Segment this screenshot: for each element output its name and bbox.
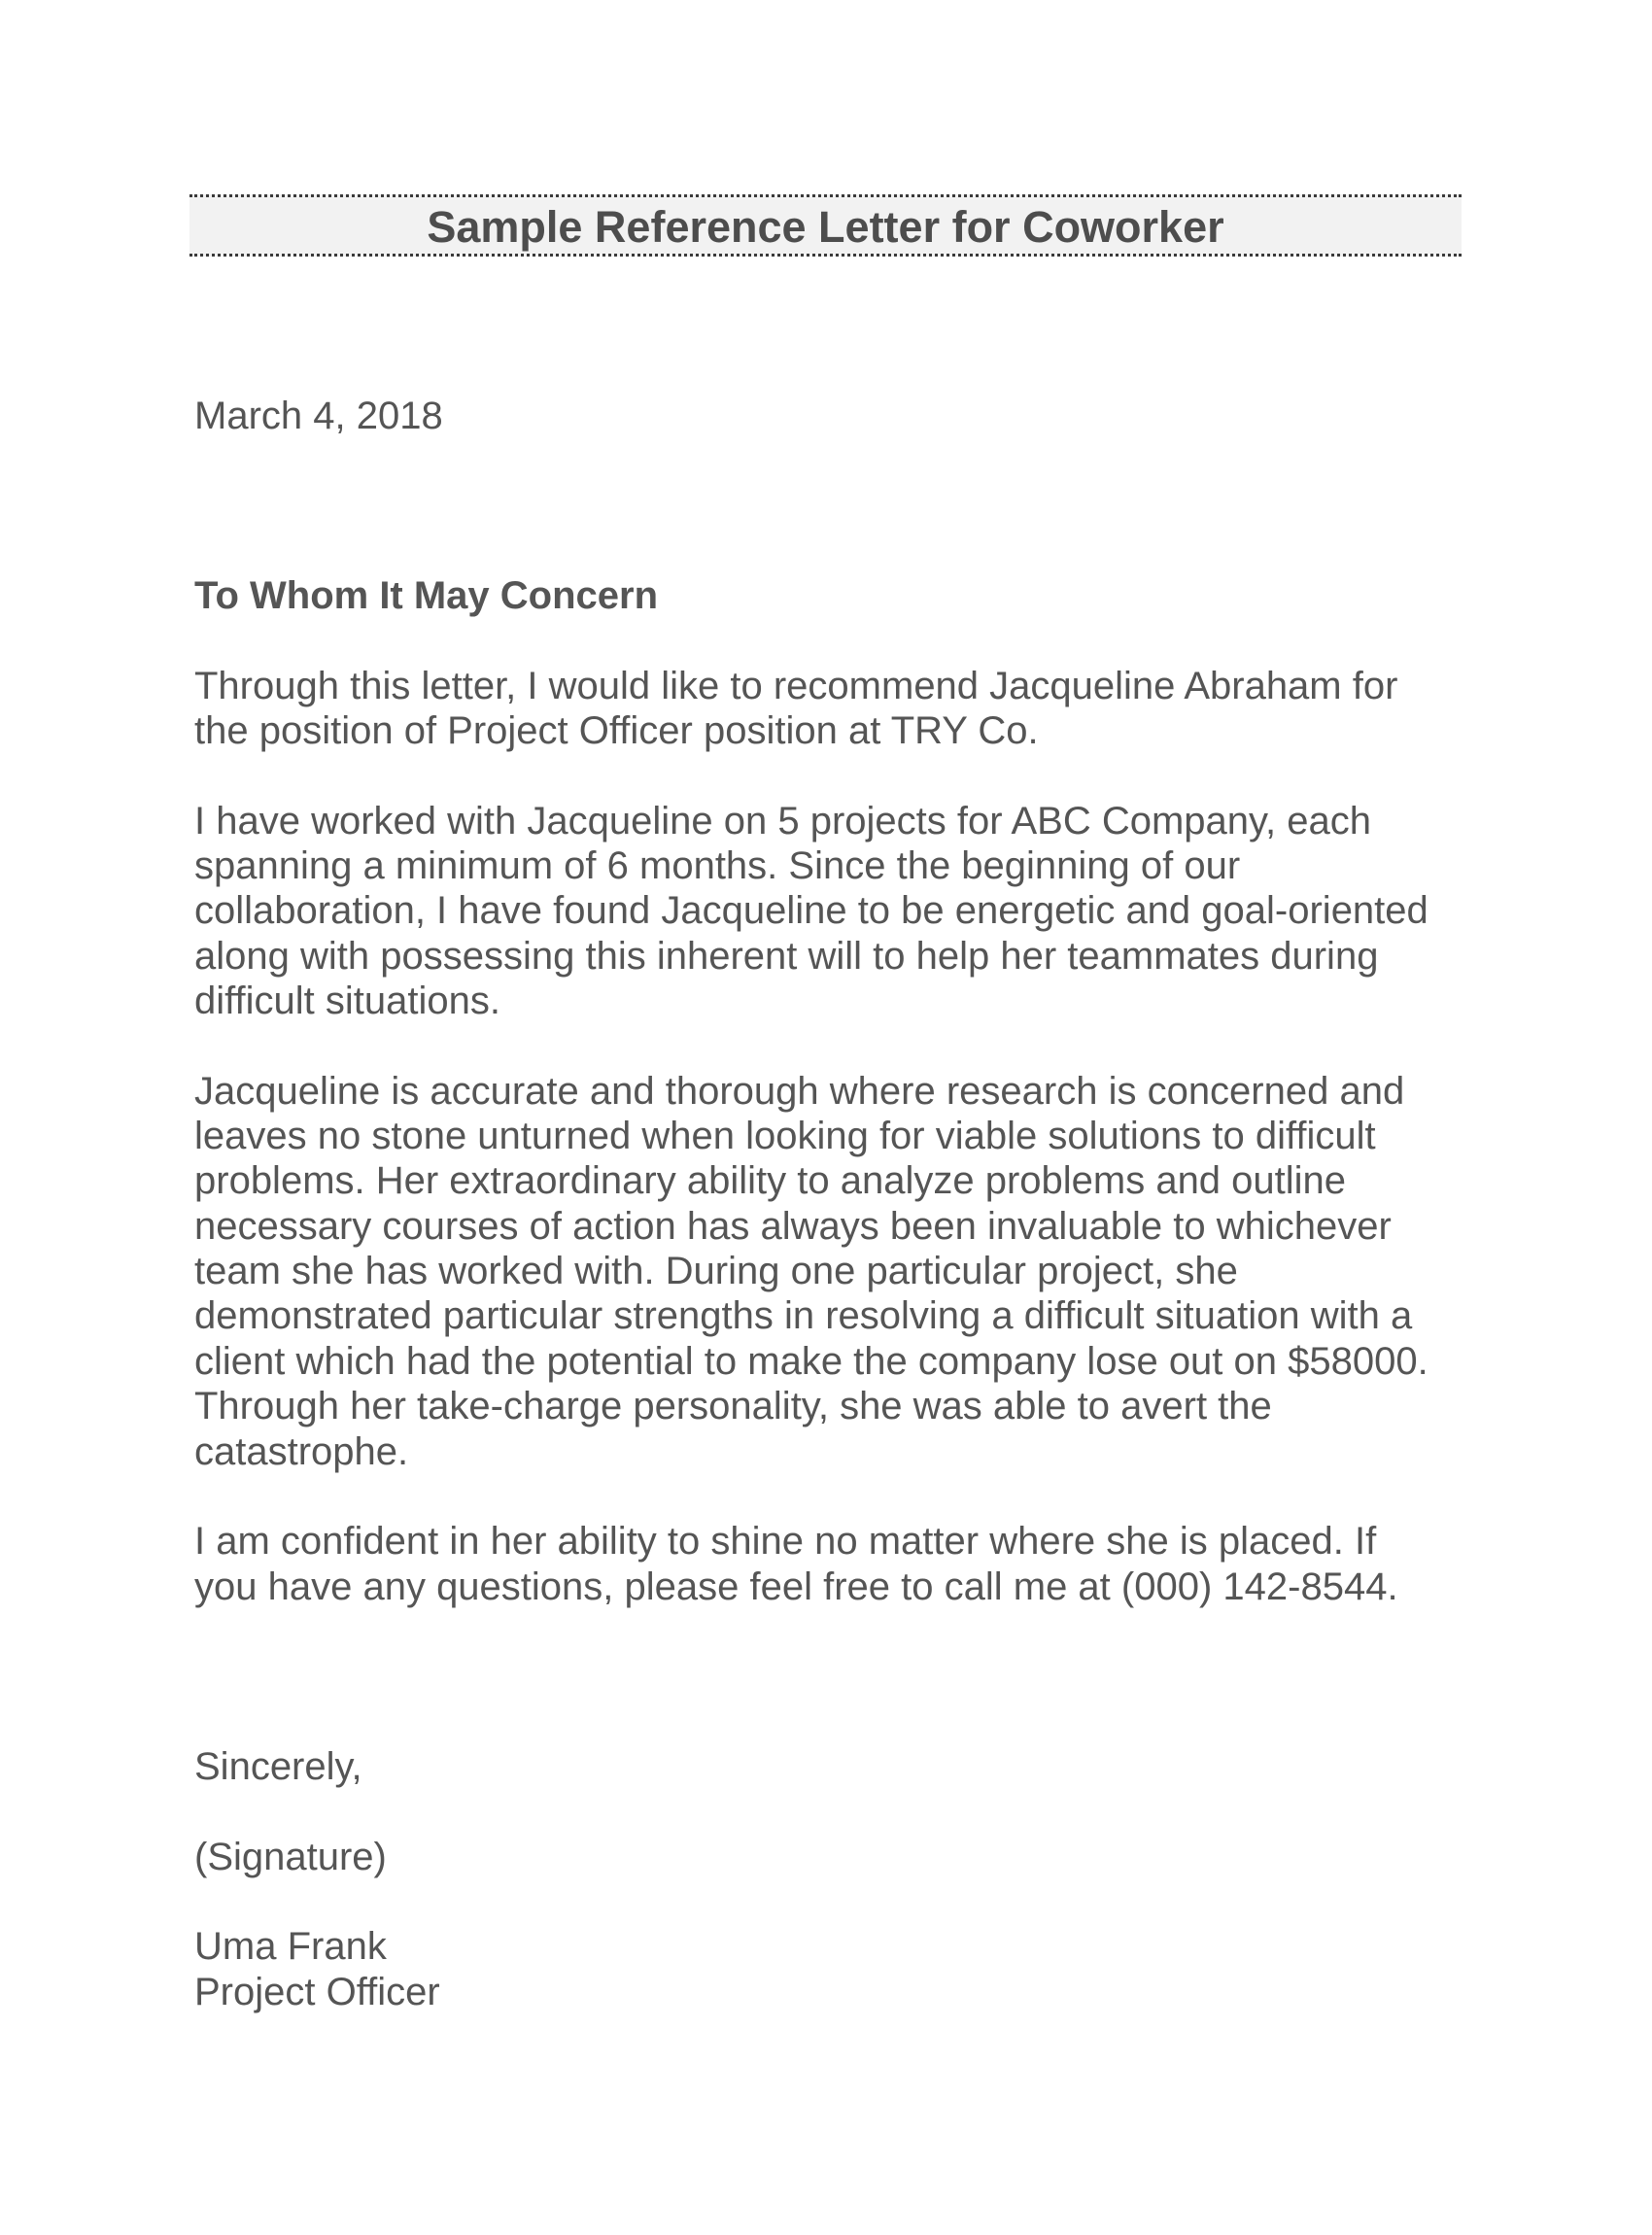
- paragraph-line: I have worked with Jacqueline on 5 projects for ABC Company, each: [194, 799, 1372, 842]
- spacer: [194, 529, 1516, 573]
- salutation: To Whom It May Concern: [194, 573, 659, 617]
- letter-body: [194, 394, 1516, 2014]
- paragraph-line: spanning a minimum of 6 months. Since the beginning of our: [194, 844, 1241, 888]
- paragraph-line: you have any questions, please feel free to call me at (000) 142-8544.: [194, 1564, 1398, 1608]
- paragraph-line: leaves no stone unturned when looking for viable solutions to difficult: [194, 1115, 1376, 1158]
- paragraph-line: client which had the potential to make the company lose out on $58000.: [194, 1339, 1428, 1383]
- signer-title: Project Officer: [194, 1970, 440, 2013]
- document-title: Sample Reference Letter for Coworker: [427, 201, 1224, 252]
- spacer: [194, 1023, 1516, 1068]
- paragraph-line: Through her take-charge personality, she was able to avert the: [194, 1385, 1272, 1428]
- signature-placeholder: (Signature): [194, 1835, 387, 1878]
- paragraph-line: Jacqueline is accurate and thorough where research is concerned and: [194, 1069, 1405, 1113]
- paragraph-experience: [194, 799, 1516, 1024]
- spacer: [194, 1700, 1516, 1744]
- title-banner: [189, 194, 1462, 257]
- spacer: [194, 1879, 1516, 1924]
- paragraph-strengths: [194, 1069, 1516, 1474]
- paragraph-contact: [194, 1519, 1516, 1609]
- spacer: [194, 1654, 1516, 1699]
- closing: Sincerely,: [194, 1744, 362, 1788]
- spacer: [194, 1474, 1516, 1519]
- signer-name: Uma Frank: [194, 1925, 387, 1969]
- spacer: [194, 1789, 1516, 1834]
- paragraph-recommendation: [194, 664, 1516, 754]
- spacer: [194, 618, 1516, 663]
- paragraph-line: catastrophe.: [194, 1429, 409, 1473]
- paragraph-line: team she has worked with. During one particular project, she: [194, 1250, 1238, 1293]
- paragraph-line: necessary courses of action has always been invaluable to whichever: [194, 1204, 1392, 1248]
- paragraph-line: along with possessing this inherent will to help her teammates during: [194, 934, 1379, 978]
- spacer: [194, 438, 1516, 483]
- paragraph-line: the position of Project Officer position at TRY Co.: [194, 709, 1039, 752]
- paragraph-line: Through this letter, I would like to recommend Jacqueline Abraham for: [194, 664, 1398, 707]
- letter-date: March 4, 2018: [194, 394, 443, 437]
- paragraph-line: demonstrated particular strengths in resolving a difficult situation with a: [194, 1294, 1413, 1338]
- spacer: [194, 483, 1516, 528]
- paragraph-line: problems. Her extraordinary ability to analyze problems and outline: [194, 1159, 1347, 1203]
- paragraph-line: I am confident in her ability to shine no matter where she is placed. If: [194, 1520, 1377, 1564]
- paragraph-line: collaboration, I have found Jacqueline to be energetic and goal-oriented: [194, 889, 1428, 933]
- spacer: [194, 1609, 1516, 1654]
- spacer: [194, 753, 1516, 798]
- paragraph-line: difficult situations.: [194, 980, 500, 1023]
